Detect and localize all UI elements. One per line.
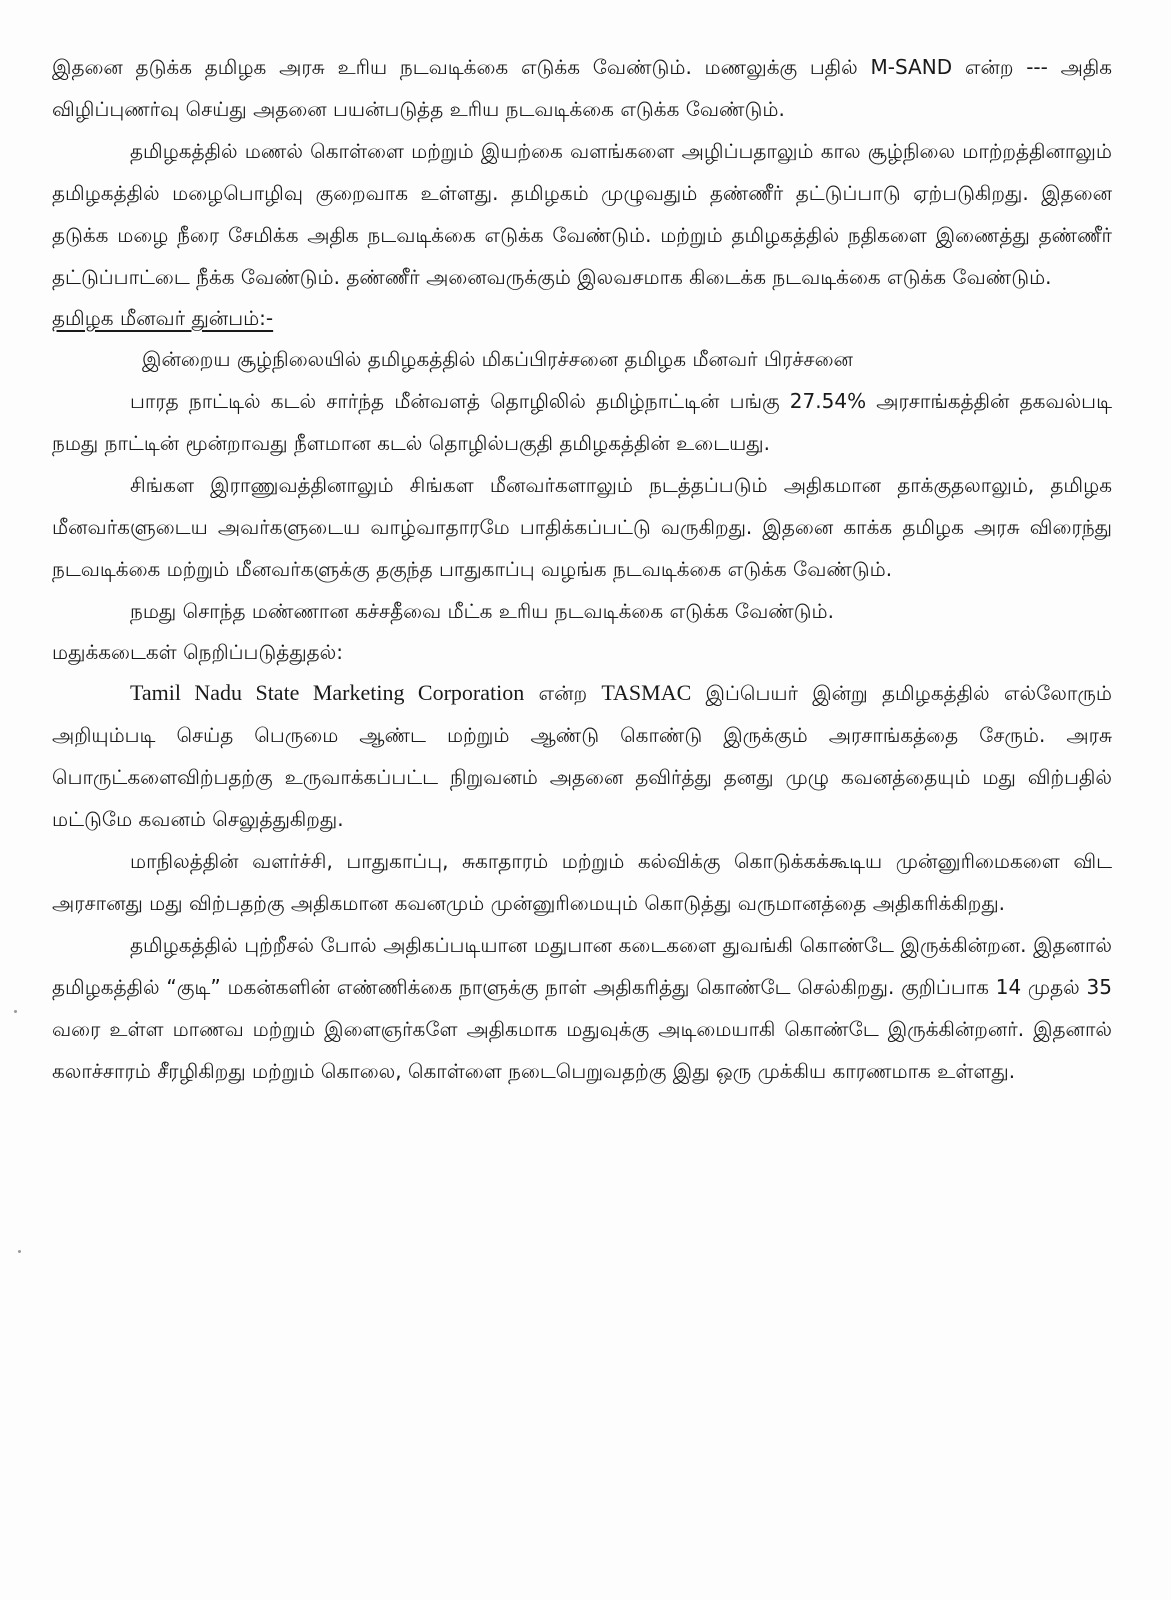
document-body — [52, 46, 1112, 1092]
paragraph-msand: இதனை தடுக்க தமிழக அரசு உரிய நடவடிக்கை எடுக்க வேண்டும். மணலுக்கு பதில் M-SAND என்ற --- அதிக விழிப்புணர்வு செய்து அதனை பயன்படுத்த உரிய நடவடிக்கை எடுக்க வேண்டும். — [52, 55, 1112, 121]
heading-fishermen — [52, 298, 1112, 338]
paragraph-state-priorities: மாநிலத்தின் வளர்ச்சி, பாதுகாப்பு, சுகாதாரம் மற்றும் கல்விக்கு கொடுக்கக்கூடிய முன்னுரிமைகளை விட அரசானது மது விற்பதற்கு அதிகமான கவனமும் முன்னுரிமையும் கொடுத்து வருமானத்தை அதிகரிக்கிறது. — [52, 849, 1112, 915]
tasmac-connector: என்ற — [524, 681, 602, 705]
paragraph-fishermen-intro: இன்றைய சூழ்நிலையில் தமிழகத்தில் மிகப்பிரச்சனை தமிழக மீனவர் பிரச்சனை — [142, 347, 853, 371]
paragraph-katchatheevu: நமது சொந்த மண்ணான கச்சதீவை மீட்க உரிய நடவடிக்கை எடுக்க வேண்டும். — [130, 599, 834, 623]
tasmac-acronym: TASMAC — [601, 680, 692, 705]
heading-liquor-shops: மதுக்கடைகள் நெறிப்படுத்துதல்: — [52, 640, 344, 664]
heading-fishermen-text: தமிழக மீனவர் துன்பம்:- — [52, 306, 274, 330]
paragraph-liquor-impact: தமிழகத்தில் புற்றீசல் போல் அதிகப்படியான மதுபான கடைகளை துவங்கி கொண்டே இருக்கின்றன. இதனால் தமிழகத்தில் “குடி” மகன்களின் எண்ணிக்கை நாளுக்கு நாள் அதிகரித்து கொண்டே செல்கிறது. குறிப்பாக 14 முதல் 35 வரை உள்ள மாணவ மற்றும் இளைஞர்களே அதிகமாக மதுவுக்கு அடிமையாகி கொண்டே இருக்கின்றனர். இதனால் கலாச்சாரம் சீரழிகிறது மற்றும் கொலை, கொள்ளை நடைபெறுவதற்கு இது ஒரு முக்கிய காரணமாக உள்ளது. — [52, 933, 1112, 1083]
paragraph-sinhala-attacks: சிங்கள இராணுவத்தினாலும் சிங்கள மீனவர்களாலும் நடத்தப்படும் அதிகமான தாக்குதலாலும், தமிழக மீனவர்களுடைய அவர்களுடைய வாழ்வாதாரமே பாதிக்கப்பட்டு வருகிறது. இதனை காக்க தமிழக அரசு விரைந்து நடவடிக்கை மற்றும் மீனவர்களுக்கு தகுந்த பாதுகாப்பு வழங்க நடவடிக்கை எடுக்க வேண்டும். — [52, 473, 1113, 581]
tasmac-full-name: Tamil Nadu State Marketing Corporation — [130, 680, 525, 705]
tasmac-text: இப்பெயர் இன்று தமிழகத்தில் எல்லோரும் அறியும்படி செய்த பெருமை ஆண்ட மற்றும் ஆண்டு கொண்டு இருக்கும் அரசாங்கத்தை சேரும். அரசு பொருட்களைவிற்பதற்கு உருவாக்கப்பட்ட நிறுவனம் அதனை தவிர்த்து தனது முழு கவனத்தையும் மது விற்பதில் மட்டுமே கவனம் செலுத்துகிறது. — [52, 681, 1112, 831]
paragraph-water-scarcity: தமிழகத்தில் மணல் கொள்ளை மற்றும் இயற்கை வளங்களை அழிப்பதாலும் கால சூழ்நிலை மாற்றத்தினாலும் தமிழகத்தில் மழைபொழிவு குறைவாக உள்ளது. தமிழகம் முழுவதும் தண்ணீர் தட்டுப்பாடு ஏற்படுகிறது. இதனை தடுக்க மழை நீரை சேமிக்க அதிக நடவடிக்கை எடுக்க வேண்டும். மற்றும் தமிழகத்தில் நதிகளை இணைத்து தண்ணீர் தட்டுப்பாட்டை நீக்க வேண்டும். தண்ணீர் அனைவருக்கும் இலவசமாக கிடைக்க நடவடிக்கை எடுக்க வேண்டும். — [52, 139, 1112, 289]
scan-speck — [14, 1010, 17, 1013]
paragraph-tasmac — [52, 672, 1112, 840]
paragraph-fishing-share: பாரத நாட்டில் கடல் சார்ந்த மீன்வளத் தொழிலில் தமிழ்நாட்டின் பங்கு 27.54% அரசாங்கத்தின் தகவல்படி நமது நாட்டின் மூன்றாவது நீளமான கடல் தொழில்பகுதி தமிழகத்தின் உடையது. — [52, 389, 1112, 455]
scan-speck — [18, 1250, 21, 1253]
